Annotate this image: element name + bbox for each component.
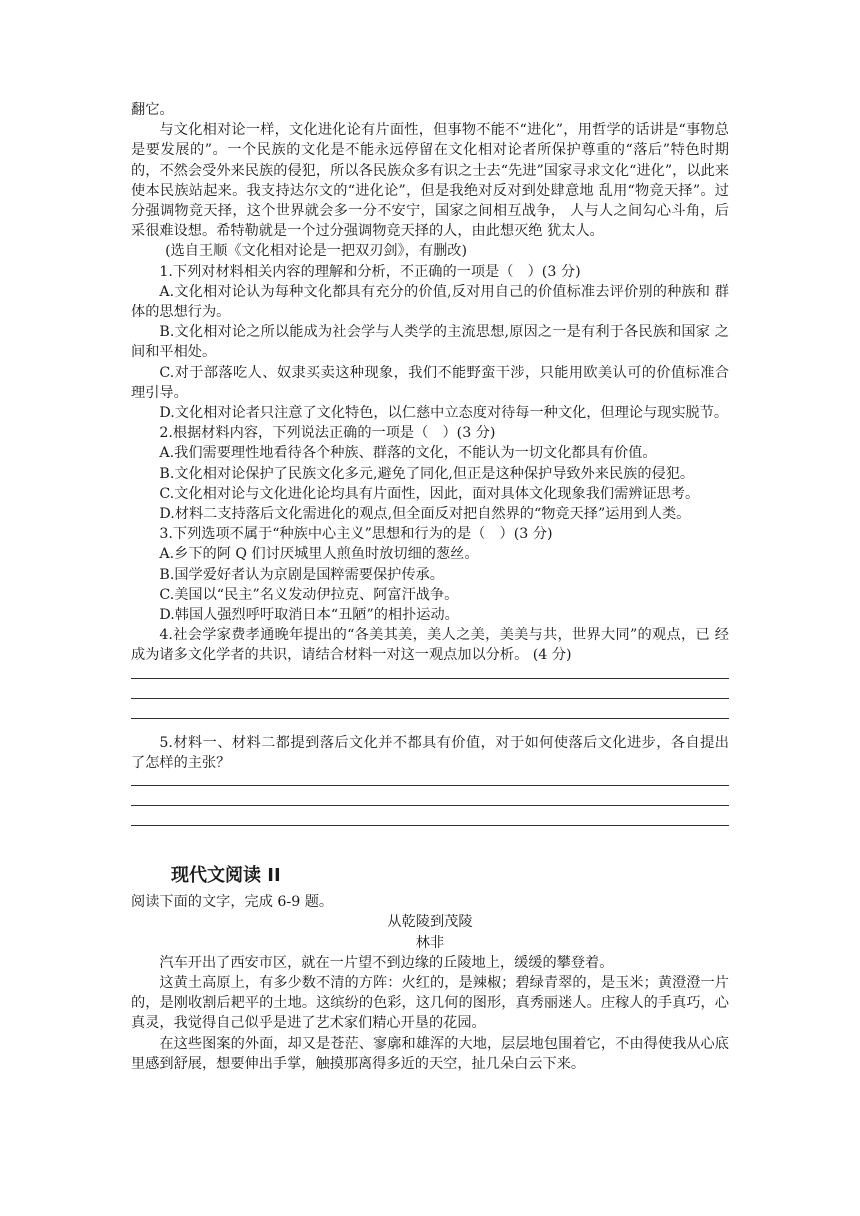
- passage-source: (选自王顺《文化相对论是一把双刃剑》，有删改): [165, 243, 467, 260]
- question-1-stem: 1.下列对材料相关内容的理解和分析，不正确的一项是（ ）(3 分): [159, 263, 581, 280]
- article-author: 林非: [415, 934, 445, 951]
- answer-line[interactable]: [131, 666, 729, 679]
- article-title: 从乾陵到茂陵: [387, 914, 473, 931]
- question-2-option-d: D.材料二支持落后文化需进化的观点,但全面反对把自然界的“物竞天择”运用到人类。: [159, 506, 691, 523]
- answer-line[interactable]: [131, 773, 729, 786]
- section-heading: 现代文阅读 II: [171, 865, 281, 887]
- question-2-option-c: C.文化相对论与文化进化论均具有片面性，因此，面对具体文化现象我们需辨证思考。: [159, 485, 700, 502]
- question-3-option-c: C.美国以“民主”名义发动伊拉克、阿富汗战争。: [159, 586, 459, 603]
- question-1-option-a: A.文化相对论认为每种文化都具有充分的价值,反对用自己的价值标准去评价别的种族和 群体的思想行为。: [131, 283, 729, 321]
- article-paragraph: 这黄土高原上，有多少数不清的方阵：火红的，是辣椒；碧绿青翠的，是玉米；黄澄澄一片的，是刚收割后耙平的土地。这缤纷的色彩，这几何的图形，真秀丽迷人。庄稼人的手真巧，心真灵，我觉得自己似乎是进了艺术家们精心开垦的花园。: [131, 974, 729, 1032]
- answer-line[interactable]: [131, 806, 729, 826]
- question-2-option-a: A.我们需要理性地看待各个种族、群落的文化，不能认为一切文化都具有价值。: [159, 445, 657, 462]
- question-3-option-d: D.韩国人强烈呼吁取消日本“丑陋”的相扑运动。: [159, 607, 459, 624]
- answer-line[interactable]: [131, 699, 729, 719]
- passage-tail: 翻它。: [131, 102, 174, 118]
- answer-line[interactable]: [131, 786, 729, 806]
- question-1-option-c: C.对于部落吃人、奴隶买卖这种现象，我们不能野蛮干涉，只能用欧美认可的价值标准合 理引导。: [131, 364, 729, 401]
- question-3-option-a: A.乡下的阿 Q 们讨厌城里人煎鱼时放切细的葱丝。: [159, 546, 479, 563]
- passage-paragraph: 与文化相对论一样，文化进化论有片面性，但事物不能不“进化”，用哲学的话讲是“事物总是要发展的”。一个民族的文化是不能永远停留在文化相对论者所保护尊重的“落后”特色时期的，不然会受外来民族的侵犯，所以各民族众多有识之士去“先进”国家寻求文化“进化”，以此来使本民族站起来。我支持达尔文的“进化论”，但是我绝对反对到处肆意地 乱用“物竞天择”。过分强调物竞天择，这个世界就会多一分不安宁，国家之间相互战争， 人与人之间勾心斗角，后采很难设想。希特勒就是一个过分强调物竞天择的人，由此想灭绝 犹太人。: [131, 122, 729, 240]
- question-2-option-b: B.文化相对论保护了民族文化多元,避免了同化,但正是这种保护导致外来民族的侵犯。: [159, 465, 695, 482]
- question-3-stem: 3.下列选项不属于“种族中心主义”思想和行为的是（ ）(3 分): [159, 526, 553, 543]
- document-page: [131, 100, 729, 1074]
- article-paragraph: 汽车开出了西安市区，就在一片望不到边缘的丘陵地上，缓缓的攀登着。: [159, 954, 614, 971]
- article-paragraph: 在这些图案的外面，却又是苍茫、寥廓和雄浑的大地，层层地包围着它，不由得使我从心底里感到舒展，想要伸出手掌，触摸那离得多近的天空，扯几朵白云下来。: [131, 1035, 729, 1072]
- question-5-stem: 5.材料一、材料二都提到落后文化并不都具有价值，对于如何使落后文化进步，各自提出 了怎样的主张？: [131, 734, 729, 771]
- question-4-stem: 4.社会学家费孝通晚年提出的“各美其美，美人之美，美美与共，世界大同”的观点，已 经成为诸多文化学者的共识，请结合材料一对这一观点加以分析。 (4 分): [131, 627, 729, 664]
- answer-line[interactable]: [131, 679, 729, 699]
- question-3-option-b: B.国学爱好者认为京剧是国粹需要保护传承。: [159, 566, 444, 583]
- question-1-option-b: B.文化相对论之所以能成为社会学与人类学的主流思想,原因之一是有利于各民族和国家 之间和平相处。: [131, 324, 729, 361]
- section-instruction: 阅读下面的文字，完成 6-9 题。: [131, 894, 334, 911]
- question-1-option-d: D.文化相对论者只注意了文化特色，以仁慈中立态度对待每一种文化，但理论与现实脱节。: [159, 405, 729, 422]
- question-2-stem: 2.根据材料内容，下列说法正确的一项是（ ）(3 分): [159, 425, 496, 442]
